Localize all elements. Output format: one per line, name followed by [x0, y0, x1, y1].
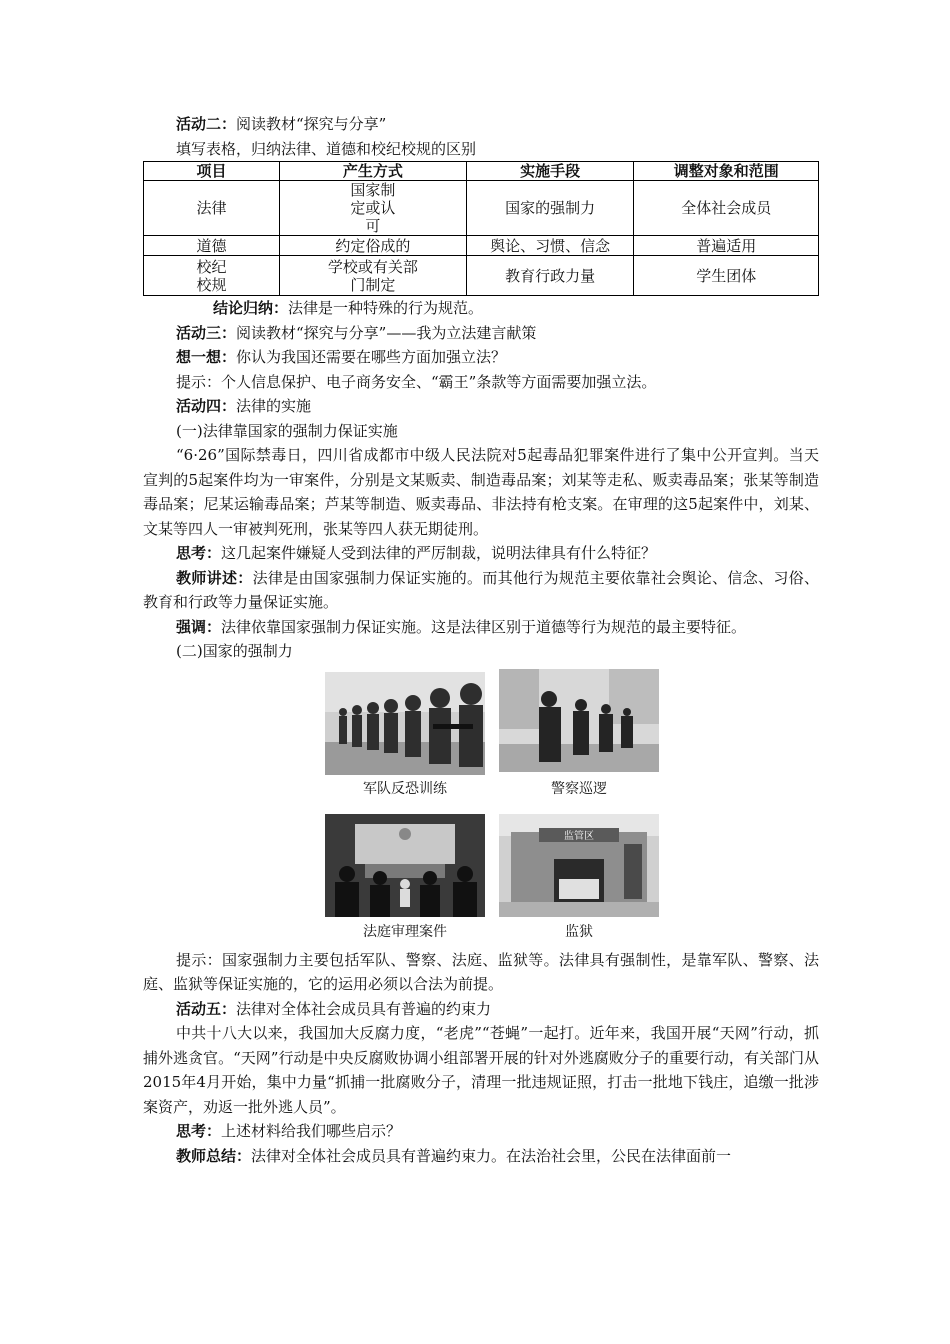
think2-line	[143, 541, 819, 566]
table-row	[144, 181, 819, 236]
emphasis-line	[143, 615, 819, 640]
think1-text: 你认为我国还需要在哪些方面加强立法？	[236, 348, 507, 366]
teacher1-line	[143, 566, 819, 615]
think1-line	[143, 345, 819, 370]
hint2: 提示：国家强制力主要包括军队、警察、法庭、监狱等。法律具有强制性，是靠军队、警察、法庭、监狱等保证实施的，它的运用必须以合法为前提。	[143, 950, 819, 993]
activity2-line	[143, 112, 819, 137]
emphasis-label: 强调：	[176, 617, 222, 636]
think1-label: 想一想：	[176, 348, 237, 366]
cell-item: 法律	[144, 181, 280, 236]
teacher1-label: 教师讲述：	[176, 568, 253, 587]
prison-sign: 监管区	[564, 830, 594, 842]
comparison-table	[143, 161, 819, 296]
conclusion-text: 法律是一种特殊的行为规范。	[288, 299, 484, 317]
police-photo	[499, 669, 659, 772]
conclusion-label: 结论归纳：	[213, 299, 289, 317]
cell-origin: 学校或有关部门制定	[279, 256, 466, 296]
table-intro: 填写表格，归纳法律、道德和校纪校规的区别	[176, 139, 477, 158]
header-means: 实施手段	[466, 162, 634, 181]
teacher2-label: 教师总结：	[176, 1146, 252, 1165]
cell-means: 教育行政力量	[466, 256, 634, 296]
table-row	[144, 236, 819, 256]
case2-paragraph: 中共十八大以来，我国加大反腐力度，“老虎”“苍蝇”一起打。近年来，我国开展“天网”行动，抓捕外逃贪官。“天网”行动是中央反腐败协调小组部署开展的针对外逃腐败分子的重要行动，有关部门从2015年4月开始，集中力量“抓捕一批腐败分子，清理一批违规证照，打击一批地下钱庄，追缴一批涉案资产，劝返一批外逃人员”。	[143, 1024, 819, 1116]
activity4-line	[143, 394, 819, 419]
teacher2-text: 法律对全体社会成员具有普遍约束力。在法治社会里，公民在法律面前一	[251, 1146, 732, 1165]
cell-means: 舆论、习惯、信念	[466, 236, 634, 256]
think3-text: 上述材料给我们哪些启示？	[221, 1122, 402, 1140]
activity5-line	[143, 997, 819, 1022]
hint1: 提示：个人信息保护、电子商务安全、“霸王”条款等方面需要加强立法。	[176, 372, 657, 391]
activity5-text: 法律对全体社会成员具有普遍的约束力	[236, 999, 492, 1018]
conclusion-line	[143, 296, 819, 321]
activity3-label: 活动三：	[176, 323, 237, 342]
activity3-text: 阅读教材“探究与分享”——我为立法建言献策	[236, 323, 537, 342]
section1-title: (一)法律靠国家的强制力保证实施	[176, 421, 398, 440]
emphasis-text: 法律依靠国家强制力保证实施。这是法律区别于道德等行为规范的最主要特征。	[221, 617, 747, 636]
header-scope: 调整对象和范围	[634, 162, 819, 181]
photo-caption: 军队反恐训练	[363, 780, 447, 797]
activity2-text: 阅读教材“探究与分享”	[236, 115, 387, 133]
photo-caption: 法庭审理案件	[363, 923, 447, 940]
cell-means: 国家的强制力	[466, 181, 634, 236]
photo-caption: 监狱	[565, 923, 593, 940]
soldiers-photo	[325, 672, 485, 775]
activity4-label: 活动四：	[176, 397, 237, 415]
cell-scope: 全体社会成员	[634, 181, 819, 236]
photo-caption: 警察巡逻	[551, 780, 607, 797]
cell-origin: 约定俗成的	[279, 236, 466, 256]
table-header-row	[144, 162, 819, 181]
activity4-text: 法律的实施	[236, 397, 312, 415]
section2-title: (二)国家的强制力	[176, 642, 293, 660]
think2-text: 这几起案件嫌疑人受到法律的严厉制裁，说明法律具有什么特征？	[221, 544, 657, 562]
teacher1-text: 法律是由国家强制力保证实施的。而其他行为规范主要依靠社会舆论、信念、习俗、教育和行政等力量保证实施。	[143, 568, 819, 611]
activity3-line	[143, 321, 819, 346]
cell-origin: 国家制定或认可	[279, 181, 466, 236]
think3-line	[143, 1119, 819, 1144]
prison-photo	[499, 814, 659, 917]
cell-item: 校纪校规	[144, 256, 280, 296]
header-item: 项目	[144, 162, 280, 181]
photo-grid	[143, 672, 819, 942]
document-page	[143, 112, 819, 1168]
teacher2-line	[143, 1144, 819, 1169]
courtroom-photo	[325, 814, 485, 917]
header-origin: 产生方式	[279, 162, 466, 181]
cell-scope: 普遍适用	[634, 236, 819, 256]
table-row	[144, 256, 819, 296]
cell-item: 道德	[144, 236, 280, 256]
think2-label: 思考：	[176, 544, 222, 562]
think3-label: 思考：	[176, 1122, 222, 1140]
cell-scope: 学生团体	[634, 256, 819, 296]
case-paragraph: “6·26”国际禁毒日，四川省成都市中级人民法院对5起毒品犯罪案件进行了集中公开宣判。当天宣判的5起案件均为一审案件，分别是文某贩卖、制造毒品案；刘某等走私、贩卖毒品案；张某等制造毒品案；尼某运输毒品案；芦某等制造、贩卖毒品、非法持有枪支案。在审理的这5起案件中，刘某、文某等四人一审被判死刑，张某等四人获无期徒刑。	[143, 446, 819, 538]
activity2-label: 活动二：	[176, 115, 237, 133]
activity5-label: 活动五：	[176, 999, 237, 1018]
